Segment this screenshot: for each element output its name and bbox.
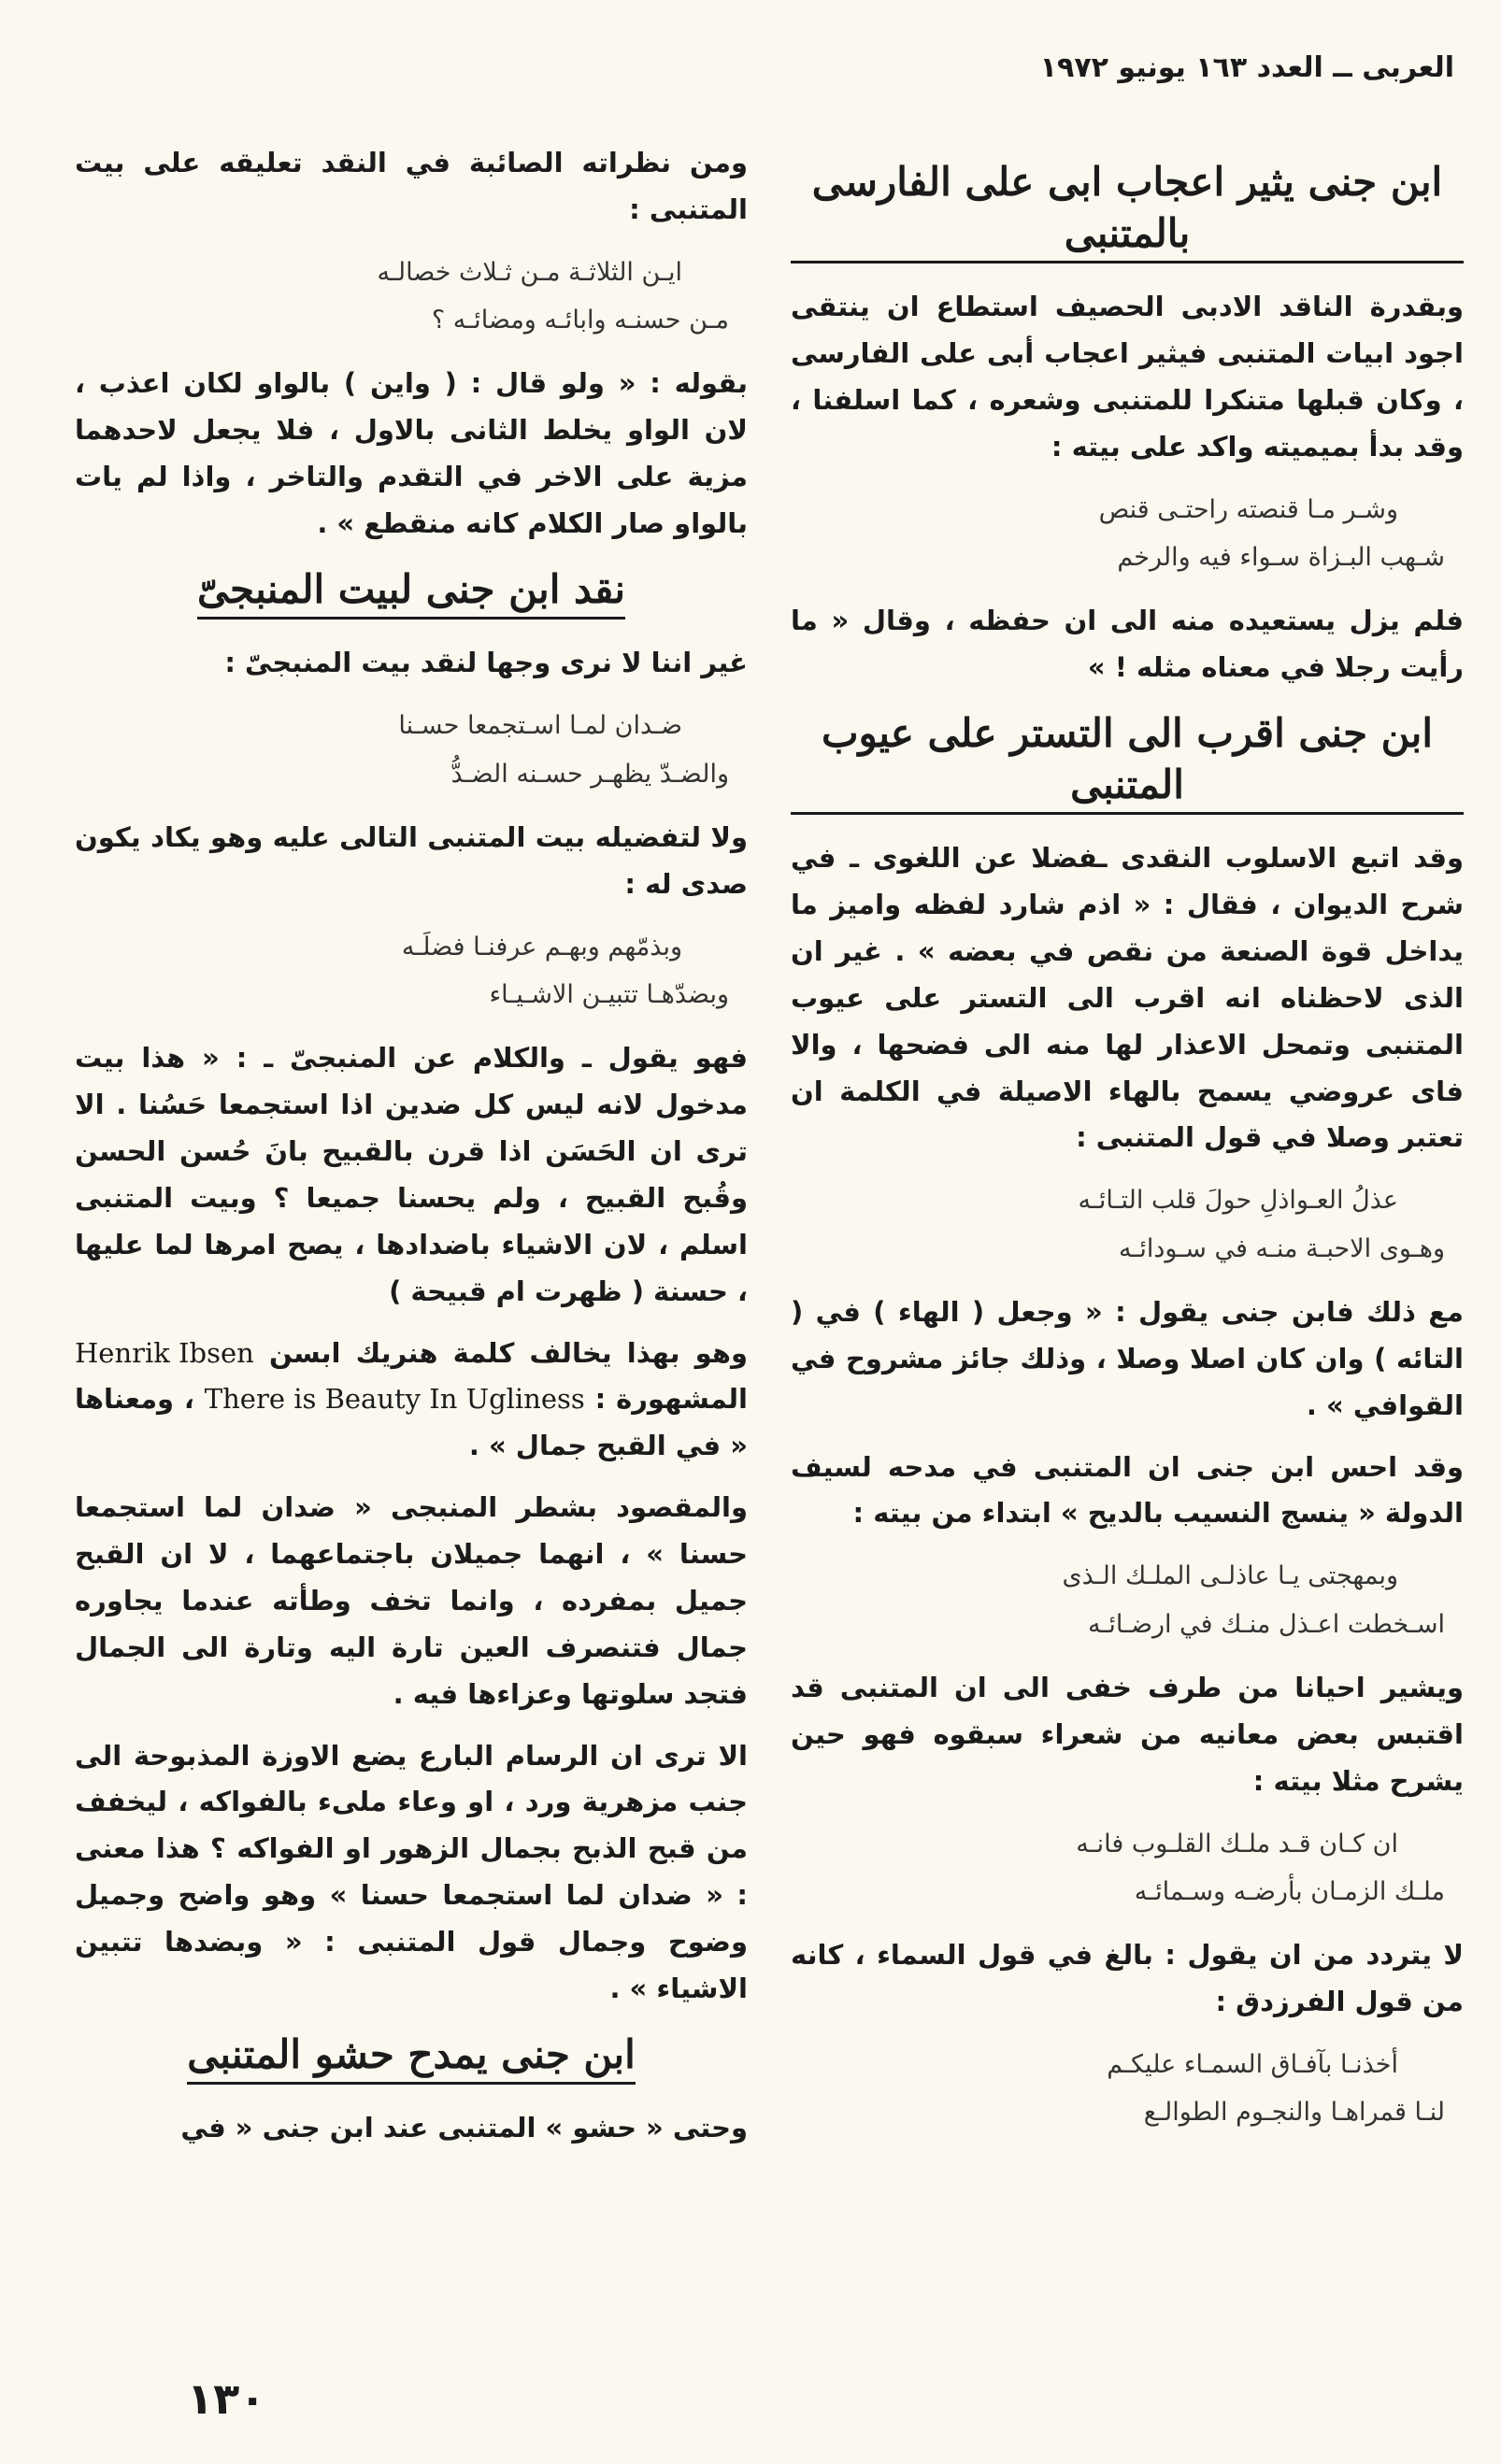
section-heading: ابن جنى يمدح حشو المتنبى — [75, 2030, 748, 2086]
paragraph: ويشير احيانا من طرف خفى الى ان المتنبى قد اقتبس بعض معانيه من شعراء سبقوه فهو حين يشرح مثلا بيته : — [791, 1671, 1464, 1797]
section-heading: ابن جنى اقرب الى التستر على عيوب المتنبى — [791, 708, 1464, 815]
english-name: Henrik Ibsen — [75, 1336, 254, 1369]
paragraph: ومن نظراته الصائبة في النقد تعليقه على بيت المتنبى : — [75, 147, 748, 225]
paragraph-ibsen: وهو بهذا يخالف كلمة هنريك ابسن Henrik Ibsen المشهورة : There is Beauty In Ugliness ، ومعناها « في القبح جمال » . — [75, 1331, 748, 1471]
english-quote: There is Beauty In Ugliness — [204, 1383, 585, 1416]
poem-verse: وشـر مـا قنصته راحتـى قنص شـهب البـزاة سـواء فيه والرخم — [1098, 494, 1445, 572]
paragraph: وحتى « حشو » المتنبى عند ابن جنى « في — [180, 2112, 748, 2144]
running-header: العربى ــ العدد ١٦٣ يونيو ١٩٧٢ — [1039, 51, 1454, 84]
paragraph: والمقصود بشطر المنبجى « ضدان لما استجمعا حسنا » ، انهما جميلان باجتماعهما ، لا ان القبح جميل بمفرده ، وانما تخف وطأته عندما يجاوره جمال فتنصرف العين تارة اليه وتارة الى الجمال فتجد سلوتها وعزاءها فيه . — [75, 1491, 748, 1710]
left-column — [75, 140, 748, 2167]
paragraph: بقوله : « ولو قال : ( واين ) بالواو لكان اعذب ، لان الواو يخلط الثانى بالاول ، فلا يجعل لاحدهما مزية على الاخر في التقدم والتاخر ، واذا لم يات بالواو صار الكلام كانه منقطع » . — [75, 367, 748, 539]
right-column — [791, 140, 1464, 2153]
paragraph: وقد اتبع الاسلوب النقدى ـفضلا عن اللغوى ـ في شرح الديوان ، فقال : « اذم شارد لفظه واميز ما يداخل قوة الصنعة من نقص في بعضه » . غير ان الذى لاحظناه انه اقرب الى التستر على عيوب المتنبى وتمحل الاعذار لها منه الى فضحها ، والا فاى عروضي يسمح بالهاء الاصيلة في الكلمة ان تعتبر وصلا في قول المتنبى : — [791, 842, 1464, 1154]
poem-verse: ان كـان قـد ملـك القلـوب فانـه ملـك الزمـان بأرضـه وسـمائـه — [1076, 1829, 1445, 1906]
paragraph: لا يتردد من ان يقول : بالغ في قول السماء ، كانه من قول الفرزدق : — [791, 1939, 1464, 2017]
poem-verse: أخذنـا بآفـاق السمـاء عليكـم لنـا قمراهـا والنجـوم الطوالـع — [1107, 2049, 1445, 2128]
section-heading: ابن جنى يثير اعجاب ابى على الفارسى بالمتنبى — [791, 157, 1464, 263]
paragraph: مع ذلك فابن جنى يقول : « وجعل ( الهاء ) في ( التائه ) وان كان اصلا وصلا ، وذلك جائز مشروح في القوافي » . — [791, 1295, 1464, 1421]
paragraph: الا ترى ان الرسام البارع يضع الاوزة المذبوحة الى جنب مزهرية ورد ، او وعاء ملىء بالفواكه ، ليخفف من قبح الذبح بجمال الزهور او الفواكه ؟ هذا معنى : « ضدان لما استجمعا حسنا » وهو واضح وجميل وضوح وجمال قول المتنبى : « وبضدها تتبين الاشياء » . — [75, 1739, 748, 2004]
paragraph: وبقدرة الناقد الادبى الحصيف استطاع ان ينتقى اجود ابيات المتنبى فيثير اعجاب أبى على الفارسى ، وكان قبلها متنكرا للمتنبى وشعره ، كما اسلفنا ، وقد بدأ بميميته واكد على بيته : — [791, 291, 1464, 463]
section-heading: نقد ابن جنى لبيت المنبجىّ — [75, 564, 748, 620]
poem-verse: عذلُ العـواذلِ حولَ قلب التـائـه وهـوى الاحبـة منـه في سـودائـه — [1078, 1186, 1445, 1263]
poem-verse: ايـن الثلاثـة مـن ثـلاث خصالـه مـن حسنـه وابائـه ومضائـه ؟ — [377, 257, 729, 335]
paragraph: فهو يقول ـ والكلام عن المنبجىّ ـ : « هذا بيت مدخول لانه ليس كل ضدين اذا استجمعا حَسُنا . الا ترى ان الحَسَن اذا قرن بالقبيح بانَ حُسن الحسن وقُبح القبيح ، ولم يحسنا جميعا ؟ وبيت المتنبى اسلم ، لان الاشياء باضدادها ، يصح امرها لما عليها ، حسنة ( ظهرت ام قبيحة ) — [75, 1042, 748, 1307]
poem-verse: ضـدان لمـا اسـتجمعا حسـنا والضـدّ يظهـر حسـنه الضـدُّ — [398, 711, 729, 789]
paragraph: غير اننا لا نرى وجها لنقد بيت المنبجىّ : — [224, 647, 748, 679]
paragraph: ولا لتفضيله بيت المتنبى التالى عليه وهو يكاد يكون صدى له : — [75, 820, 748, 900]
poem-verse: وبذمّهم وبهـم عرفنـا فضلَـه وبضدّهـا تتبيـن الاشـيـاء — [401, 932, 729, 1009]
poem-verse: وبمهجتى يـا عاذلـى الملـك الـذى اسـخطت اعـذل منـك في ارضـائـه — [1062, 1561, 1445, 1639]
paragraph: فلم يزل يستعيده منه الى ان حفظه ، وقال « ما رأيت رجلا في معناه مثله ! » — [791, 605, 1464, 684]
paragraph: وقد احس ابن جنى ان المتنبى في مدحه لسيف الدولة « ينسج النسيب بالديح » ابتداء من بيته : — [791, 1450, 1464, 1530]
page-number: ١٣٠ — [187, 2373, 266, 2424]
